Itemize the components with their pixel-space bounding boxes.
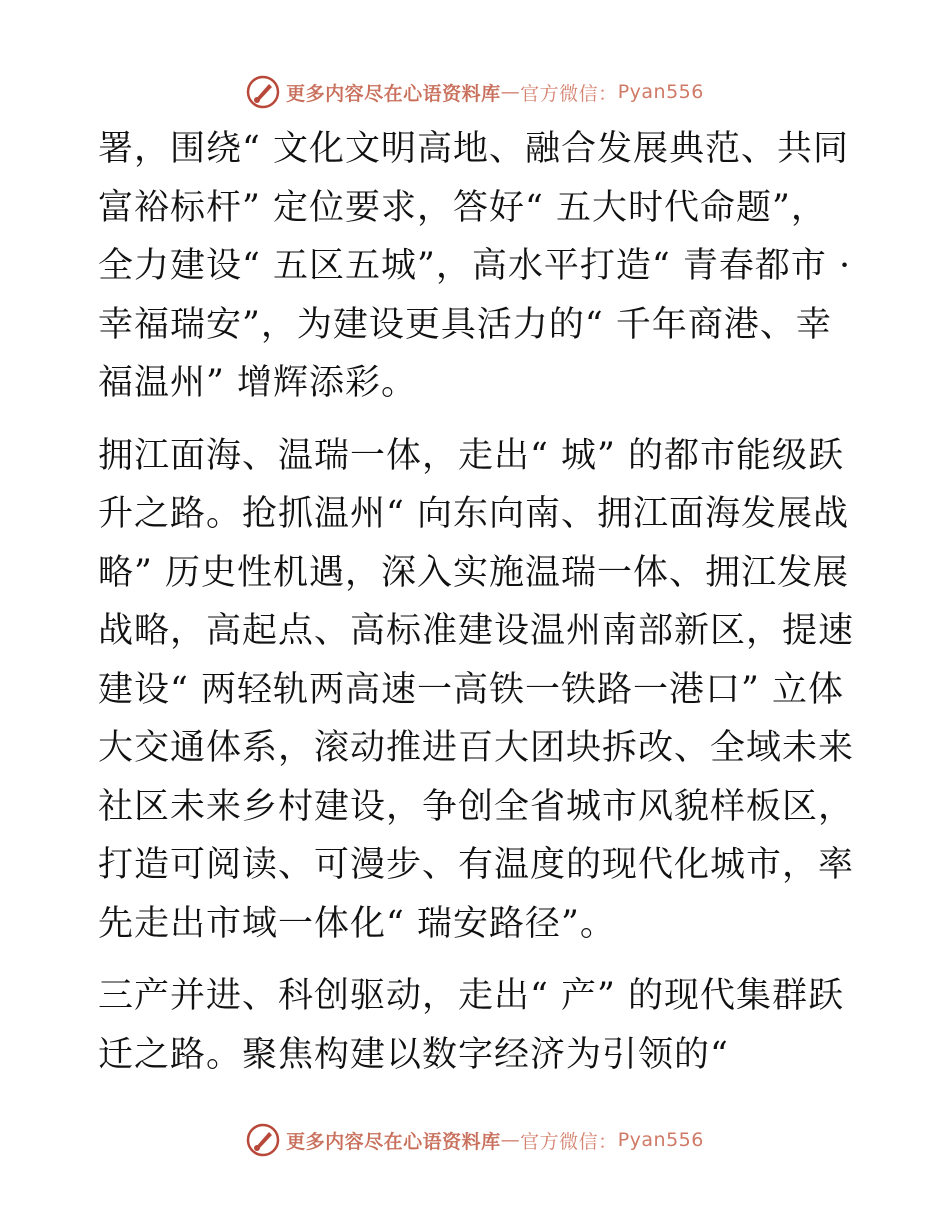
footer-brand-text: 更多内容尽在心语资料库: [286, 1130, 501, 1153]
red-quill-seal-icon: [246, 75, 280, 109]
red-quill-seal-icon: [246, 1123, 280, 1157]
header-wechat-label: 官方微信：: [520, 82, 618, 105]
footer-wechat-id: Pyan556: [617, 1129, 704, 1151]
header-brand-text: 更多内容尽在心语资料库: [286, 82, 501, 105]
document-body: [98, 120, 858, 1098]
footer-watermark-banner: [0, 1120, 950, 1160]
header-wechat-id: Pyan556: [617, 81, 704, 103]
paragraph-2: 拥江面海、温瑞一体，走出“ 城” 的都市能级跃升之路。抢抓温州“ 向东向南、拥江面海发展战略” 历史性机遇，深入实施温瑞一体、拥江发展战略，高起点、高标准建设温州南部新区，提速建设“ 两轻轨两高速一高铁一铁路一港口” 立体大交通体系，滚动推进百大团块拆改、全域未来社区未来乡村建设，争创全省城市风貌样板区，打造可阅读、可漫步、有温度的现代化城市，率先走出市域一体化“ 瑞安路径”。: [98, 435, 855, 944]
paragraph-1: 署，围绕“ 文化文明高地、融合发展典范、共同富裕标杆” 定位要求，答好“ 五大时代命题”，全力建设“ 五区五城”，高水平打造“ 青春都市 · 幸福瑞安”，为建设更具活力的“ 千年商港、幸福温州” 增辉添彩。: [98, 129, 852, 403]
header-watermark-banner: [0, 72, 950, 112]
footer-wechat-label: 官方微信：: [520, 1130, 618, 1153]
paragraph-3: 三产并进、科创驱动，走出“ 产” 的现代集群跃迁之路。聚焦构建以数字经济为引领的“: [98, 976, 845, 1075]
footer-dash: —: [500, 1129, 521, 1151]
header-dash: —: [500, 81, 521, 103]
